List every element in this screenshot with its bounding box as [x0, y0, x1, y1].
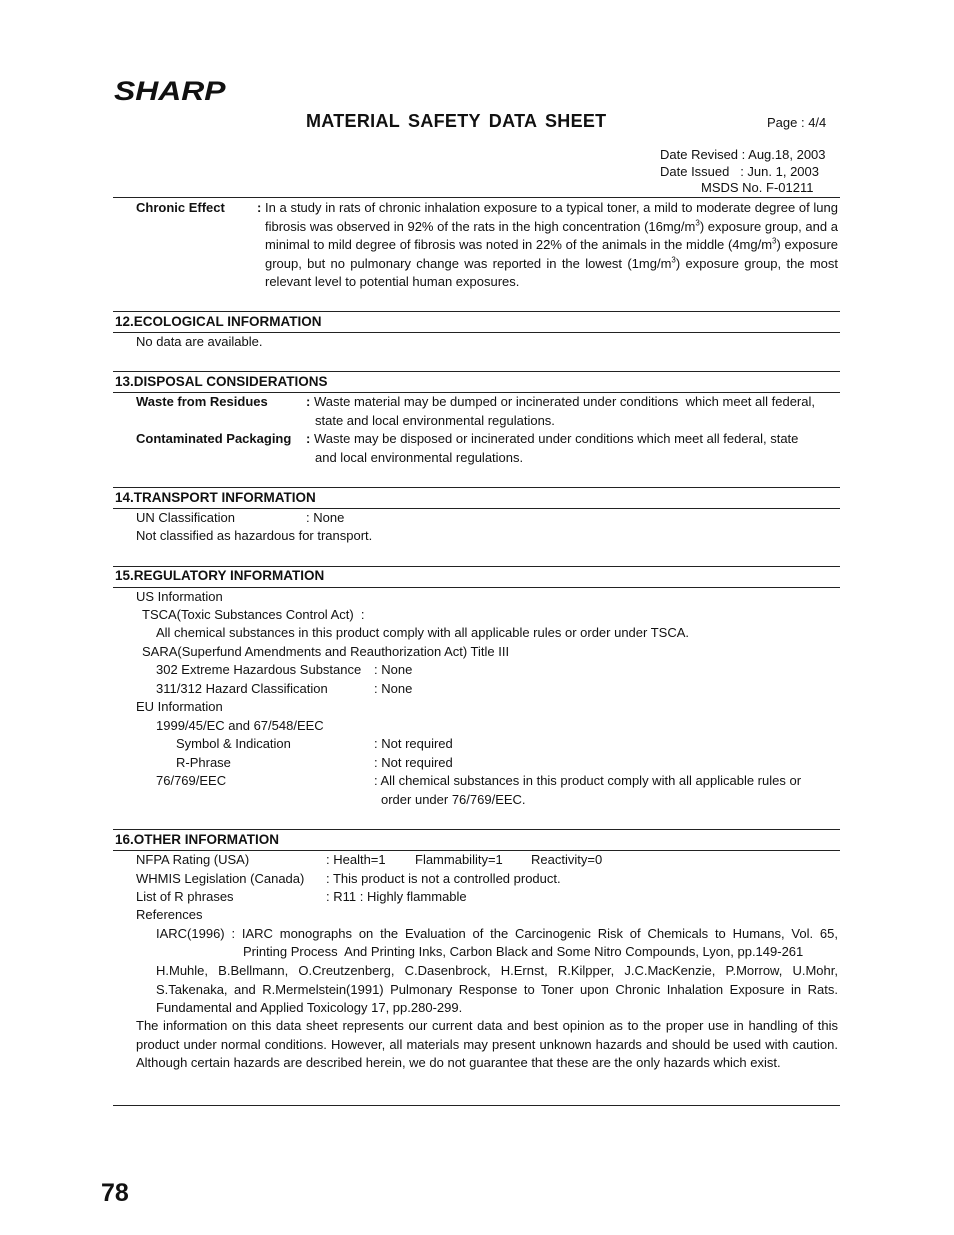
- section-15-title: 15.REGULATORY INFORMATION: [115, 568, 325, 583]
- eec-76769-text-2: order under 76/769/EEC.: [381, 792, 526, 807]
- document-meta: [660, 147, 826, 197]
- page-indicator: Page : 4/4: [767, 115, 827, 130]
- symbol-indication-label: Symbol & Indication: [176, 736, 291, 751]
- section-14-title: 14.TRANSPORT INFORMATION: [115, 490, 316, 505]
- contaminated-packaging-colon: :: [306, 431, 311, 446]
- waste-residues-label: Waste from Residues: [136, 394, 268, 409]
- r-phrases-label: List of R phrases: [136, 889, 234, 904]
- nfpa-reactivity: Reactivity=0: [531, 852, 603, 867]
- waste-residues-colon: :: [306, 394, 311, 409]
- symbol-indication-value: : Not required: [374, 736, 453, 751]
- r-phrase-label: R-Phrase: [176, 755, 231, 770]
- disclaimer-text: The information on this data sheet represents our current data and best opinion as to the proper use in handling of this product under normal conditions. However, all materials may present unknown hazards and should be used with caution. Although certain hazards are described herein, we do not guarantee that these are the only hazards which exist.: [136, 1018, 838, 1070]
- eu-directive-label: 1999/45/EC and 67/548/EEC: [156, 718, 324, 733]
- whmis-label: WHMIS Legislation (Canada): [136, 871, 305, 886]
- tsca-text: All chemical substances in this product comply with all applicable rules or order under TSCA.: [156, 625, 690, 640]
- chronic-effect-label: Chronic Effect: [136, 200, 225, 215]
- footer-divider: [113, 1105, 840, 1106]
- transport-note: Not classified as hazardous for transport.: [136, 528, 373, 543]
- date-issued: Date Issued : Jun. 1, 2003: [660, 163, 819, 179]
- ecological-text: No data are available.: [136, 334, 263, 349]
- date-revised: Date Revised : Aug.18, 2003: [660, 147, 826, 162]
- references-heading: References: [136, 907, 203, 922]
- divider: [113, 197, 840, 198]
- eu-information-heading: EU Information: [136, 699, 223, 714]
- waste-residues-text-1: Waste material may be dumped or incinerated under conditions which meet all federal,: [314, 394, 815, 409]
- muhle-reference: H.Muhle, B.Bellmann, O.Creutzenberg, C.Dasenbrock, H.Ernst, R.Kilpper, J.C.MacKenzie, P.Morrow, U.Mohr, S.Takenaka, and R.Mermelstein(1991) Pulmonary Response to Toner upon Chronic Inhalation Exposure in Rats. Fundamental and Applied Toxicology 17, pp.280-299.: [156, 963, 838, 1015]
- eec-76769-label: 76/769/EEC: [156, 773, 227, 788]
- eec-76769-text-1: : All chemical substances in this product comply with all applicable rules or: [374, 773, 802, 788]
- section-16-title: 16.OTHER INFORMATION: [115, 832, 280, 847]
- section-12-title: 12.ECOLOGICAL INFORMATION: [115, 314, 322, 329]
- chronic-effect-text: In a study in rats of chronic inhalation exposure to a typical toner, a mild to moderate degree of lung fibrosis was observed in 92% of the rats in the high concentration $(16mg/m^3)$ exposure group, and a minimal to mild degree of fibrosis was noted in 22% of the animals in the middle $(4mg/m^3)$ exposure group, but no pulmonary change was reported in the lowest $(1mg/m^3)$ exposure group, the most relevant level to potential human exposures.: [265, 200, 839, 289]
- section-divider: [113, 311, 840, 312]
- r-phrases-value: : R11 : Highly flammable: [326, 889, 467, 904]
- iarc-reference-1: IARC(1996) : IARC monographs on the Evaluation of the Carcinogenic Risk of Chemicals to Humans, Vol. 65,: [156, 926, 838, 941]
- iarc-reference-2: Printing Process And Printing Inks, Carbon Black and Some Nitro Compounds, Lyon, pp.149-261: [243, 944, 804, 959]
- section-13-title: 13.DISPOSAL CONSIDERATIONS: [115, 374, 328, 389]
- un-classification-value: : None: [306, 510, 345, 525]
- chronic-effect-colon: :: [257, 200, 262, 215]
- un-classification-label: UN Classification: [136, 510, 235, 525]
- nfpa-health: : Health=1: [326, 852, 386, 867]
- nfpa-flammability: Flammability=1: [415, 852, 503, 867]
- msds-number: MSDS No. F-01211: [701, 180, 814, 195]
- whmis-value: : This product is not a controlled product.: [326, 871, 561, 886]
- r-phrase-value: : Not required: [374, 755, 453, 770]
- section-divider: [113, 829, 840, 830]
- nfpa-label: NFPA Rating (USA): [136, 852, 250, 867]
- page-number: 78: [101, 1179, 129, 1207]
- contaminated-packaging-text-1: Waste may be disposed or incinerated under conditions which meet all federal, state: [314, 431, 799, 446]
- sara-311-value: : None: [374, 681, 413, 696]
- tsca-label: TSCA(Toxic Substances Control Act) :: [142, 607, 365, 622]
- section-divider: [113, 371, 840, 372]
- section-divider: [113, 487, 840, 488]
- document-title: MATERIAL SAFETY DATA SHEET: [306, 111, 607, 131]
- sara-311-label: 311/312 Hazard Classification: [156, 681, 328, 696]
- us-information-heading: US Information: [136, 589, 223, 604]
- contaminated-packaging-label: Contaminated Packaging: [136, 431, 292, 446]
- sara-label: SARA(Superfund Amendments and Reauthorization Act) Title III: [142, 644, 510, 659]
- contaminated-packaging-text-2: and local environmental regulations.: [315, 450, 524, 465]
- sara-302-value: : None: [374, 662, 413, 677]
- waste-residues-text-2: state and local environmental regulations.: [315, 413, 555, 428]
- sharp-logo: SHARP: [114, 76, 226, 106]
- sara-302-label: 302 Extreme Hazardous Substance: [156, 662, 362, 677]
